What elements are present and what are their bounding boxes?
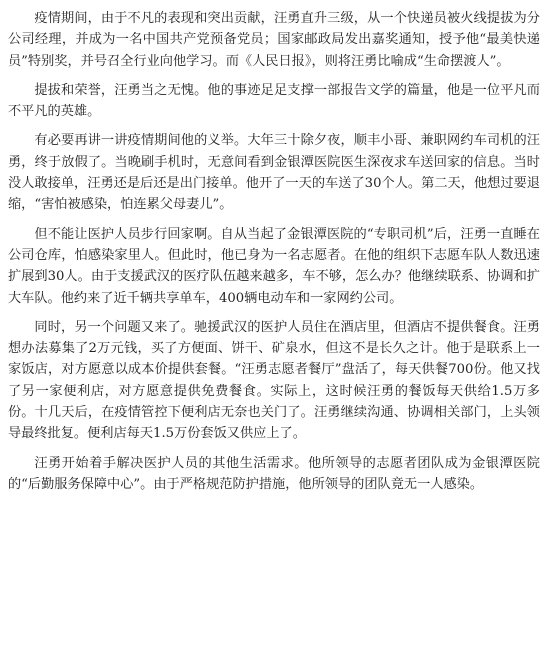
paragraph-1: 疫情期间，由于不凡的表现和突出贡献，汪勇直升三级，从一个快递员被火线提拔为分公司经理，并成为一名中国共产党预备党员；国家邮政局发出嘉奖通知，授予他“最美快递员”特别奖，并号召全行业向他学习。而《人民日报》，则将汪勇比喻成“生命摆渡人”。 [8, 11, 540, 69]
paragraph-2: 提拔和荣誉，汪勇当之无愧。他的事迹足足支撑一部报告文学的篇量，他是一位平凡而不平凡的英雄。 [8, 82, 540, 120]
paragraph-5: 同时，另一个问题又来了。驰援武汉的医护人员住在酒店里，但酒店不提供餐食。汪勇想办法募集了2万元钱，买了方便面、饼干、矿泉水，但这不是长久之计。他于是联系上一家饭店，对方愿意以成本价提供套餐。“汪勇志愿者餐厅”盘活了，每天供餐700份。他又找了另一家便利店，对方愿意提供免费餐食。实际上，这时候汪勇的餐饭每天供给1.5万多份。十几天后，在疫情管控下便利店无奈也关门了。汪勇继续沟通、协调相关部门，上头领导最终批复。便利店每天1.5万份套饭又供应上了。 [8, 319, 540, 442]
document-page [8, 8, 540, 503]
paragraph-3: 有必要再讲一讲疫情期间他的义举。大年三十除夕夜，顺丰小哥、兼职网约车司机的汪勇，终于放假了。当晚刷手机时，无意间看到金银潭医院医生深夜求车送回家的信息。当时没人敢接单，汪勇还是后还是出门接单。他开了一天的车送了30个人。第二天，他想过要退缩，“害怕被感染，怕连累父母妻儿”。 [8, 133, 540, 213]
paragraph-6: 汪勇开始着手解决医护人员的其他生活需求。他所领导的志愿者团队成为金银潭医院的“后勤服务保障中心”。由于严格规范防护措施，他所领导的团队竟无一人感染。 [8, 455, 540, 492]
paragraph-4: 但不能让医护人员步行回家啊。自从当起了金银潭医院的“专职司机”后，汪勇一直睡在公司仓库，怕感染家里人。但此时，他已身为一名志愿者。在他的组织下志愿车队人数迅速扩展到30人。由于支援武汉的医疗队伍越来越多，车不够，怎么办？他继续联系、协调和扩大车队。他约来了近千辆共享单车，400辆电动车和一家网约公司。 [8, 226, 540, 306]
